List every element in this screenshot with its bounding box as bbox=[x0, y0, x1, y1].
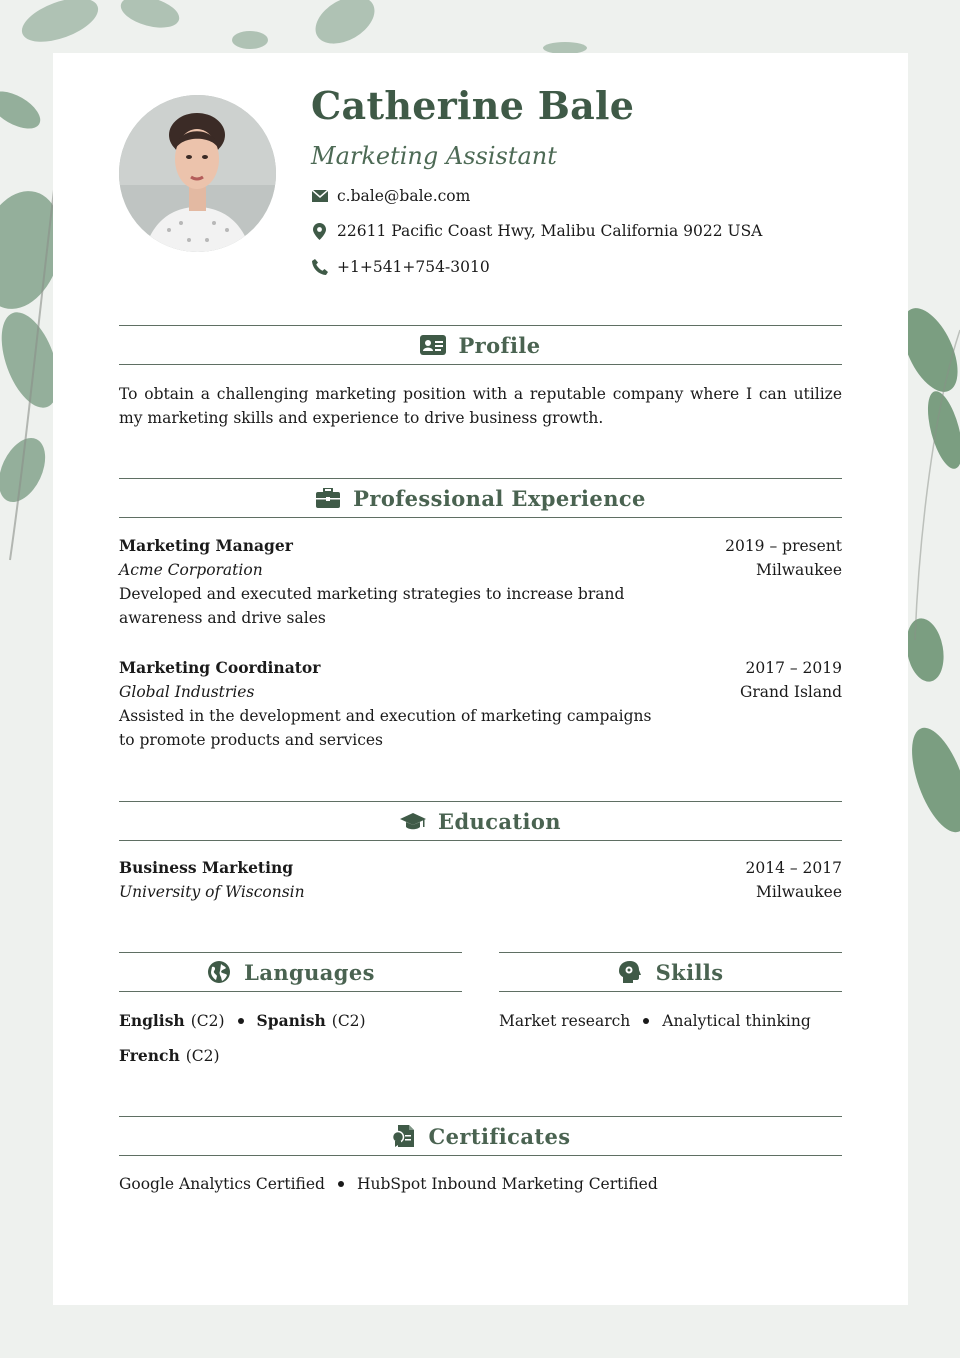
section-header-education bbox=[119, 801, 842, 841]
job-dates: 2019 – present bbox=[725, 537, 842, 555]
language-level: (C2) bbox=[190, 1012, 225, 1030]
certificate-file-icon bbox=[391, 1125, 417, 1147]
certificates-list bbox=[119, 1172, 658, 1196]
section-title-certificates: Certificates bbox=[428, 1123, 571, 1149]
map-marker-icon bbox=[311, 223, 328, 240]
bullet-separator bbox=[643, 1018, 649, 1024]
job-dates: 2017 – 2019 bbox=[745, 659, 842, 677]
graduation-cap-icon bbox=[400, 810, 426, 832]
section-header-experience bbox=[119, 478, 842, 518]
language-name: English bbox=[119, 1011, 185, 1030]
contact-email[interactable] bbox=[311, 187, 470, 205]
globe-icon bbox=[206, 961, 232, 983]
job-location: Grand Island bbox=[739, 683, 842, 701]
skills-list bbox=[499, 1009, 811, 1033]
section-title-languages: Languages bbox=[244, 959, 375, 985]
language-name: Spanish bbox=[256, 1011, 326, 1030]
bullet-separator bbox=[238, 1018, 244, 1024]
profile-photo bbox=[119, 95, 276, 252]
job-role: Marketing Manager bbox=[119, 536, 293, 555]
id-card-icon bbox=[420, 334, 446, 356]
contact-address bbox=[311, 222, 762, 240]
certificate-item: HubSpot Inbound Marketing Certified bbox=[356, 1175, 658, 1193]
language-level: (C2) bbox=[331, 1012, 366, 1030]
skill-item: Market research bbox=[499, 1012, 631, 1030]
briefcase-icon bbox=[315, 487, 341, 509]
profile-summary: To obtain a challenging marketing position with a reputable company where I can utilize my marketing skills and experience to drive business growth. bbox=[119, 385, 842, 427]
section-header-profile bbox=[119, 325, 842, 365]
job-description: Assisted in the development and execution of marketing campaigns to promote products and services bbox=[119, 707, 652, 749]
section-header-certificates bbox=[119, 1116, 842, 1156]
head-gear-icon bbox=[618, 961, 644, 983]
job-title: Marketing Assistant bbox=[311, 142, 557, 170]
job-location: Milwaukee bbox=[755, 561, 842, 579]
candidate-name: Catherine Bale bbox=[311, 83, 635, 128]
bullet-separator bbox=[338, 1181, 344, 1187]
languages-row-1 bbox=[119, 1009, 366, 1033]
section-title-profile: Profile bbox=[458, 332, 541, 358]
language-level: (C2) bbox=[185, 1047, 220, 1065]
section-header-skills bbox=[499, 952, 842, 992]
degree-name: Business Marketing bbox=[119, 858, 294, 877]
language-name: French bbox=[119, 1046, 180, 1065]
section-title-skills: Skills bbox=[655, 959, 724, 985]
resume-page bbox=[53, 53, 908, 1305]
section-title-experience: Professional Experience bbox=[353, 485, 646, 511]
skill-item: Analytical thinking bbox=[662, 1012, 811, 1030]
email-text: c.bale@bale.com bbox=[337, 187, 471, 205]
section-header-languages bbox=[119, 952, 462, 992]
job-description: Developed and executed marketing strategies to increase brand awareness and drive sales bbox=[119, 585, 625, 627]
envelope-icon bbox=[311, 188, 328, 205]
phone-icon bbox=[311, 259, 328, 276]
languages-row-2 bbox=[119, 1044, 220, 1068]
school-name: University of Wisconsin bbox=[119, 883, 305, 901]
address-text: 22611 Pacific Coast Hwy, Malibu California 9022 USA bbox=[337, 222, 763, 240]
portrait-image bbox=[119, 95, 276, 252]
section-title-education: Education bbox=[438, 808, 561, 834]
company-name: Global Industries bbox=[119, 683, 255, 701]
education-location: Milwaukee bbox=[755, 883, 842, 901]
company-name: Acme Corporation bbox=[119, 561, 263, 579]
phone-text: +1+541+754-3010 bbox=[337, 258, 490, 276]
job-role: Marketing Coordinator bbox=[119, 658, 321, 677]
education-dates: 2014 – 2017 bbox=[745, 859, 842, 877]
contact-phone[interactable] bbox=[311, 258, 490, 276]
certificate-item: Google Analytics Certified bbox=[119, 1175, 325, 1193]
